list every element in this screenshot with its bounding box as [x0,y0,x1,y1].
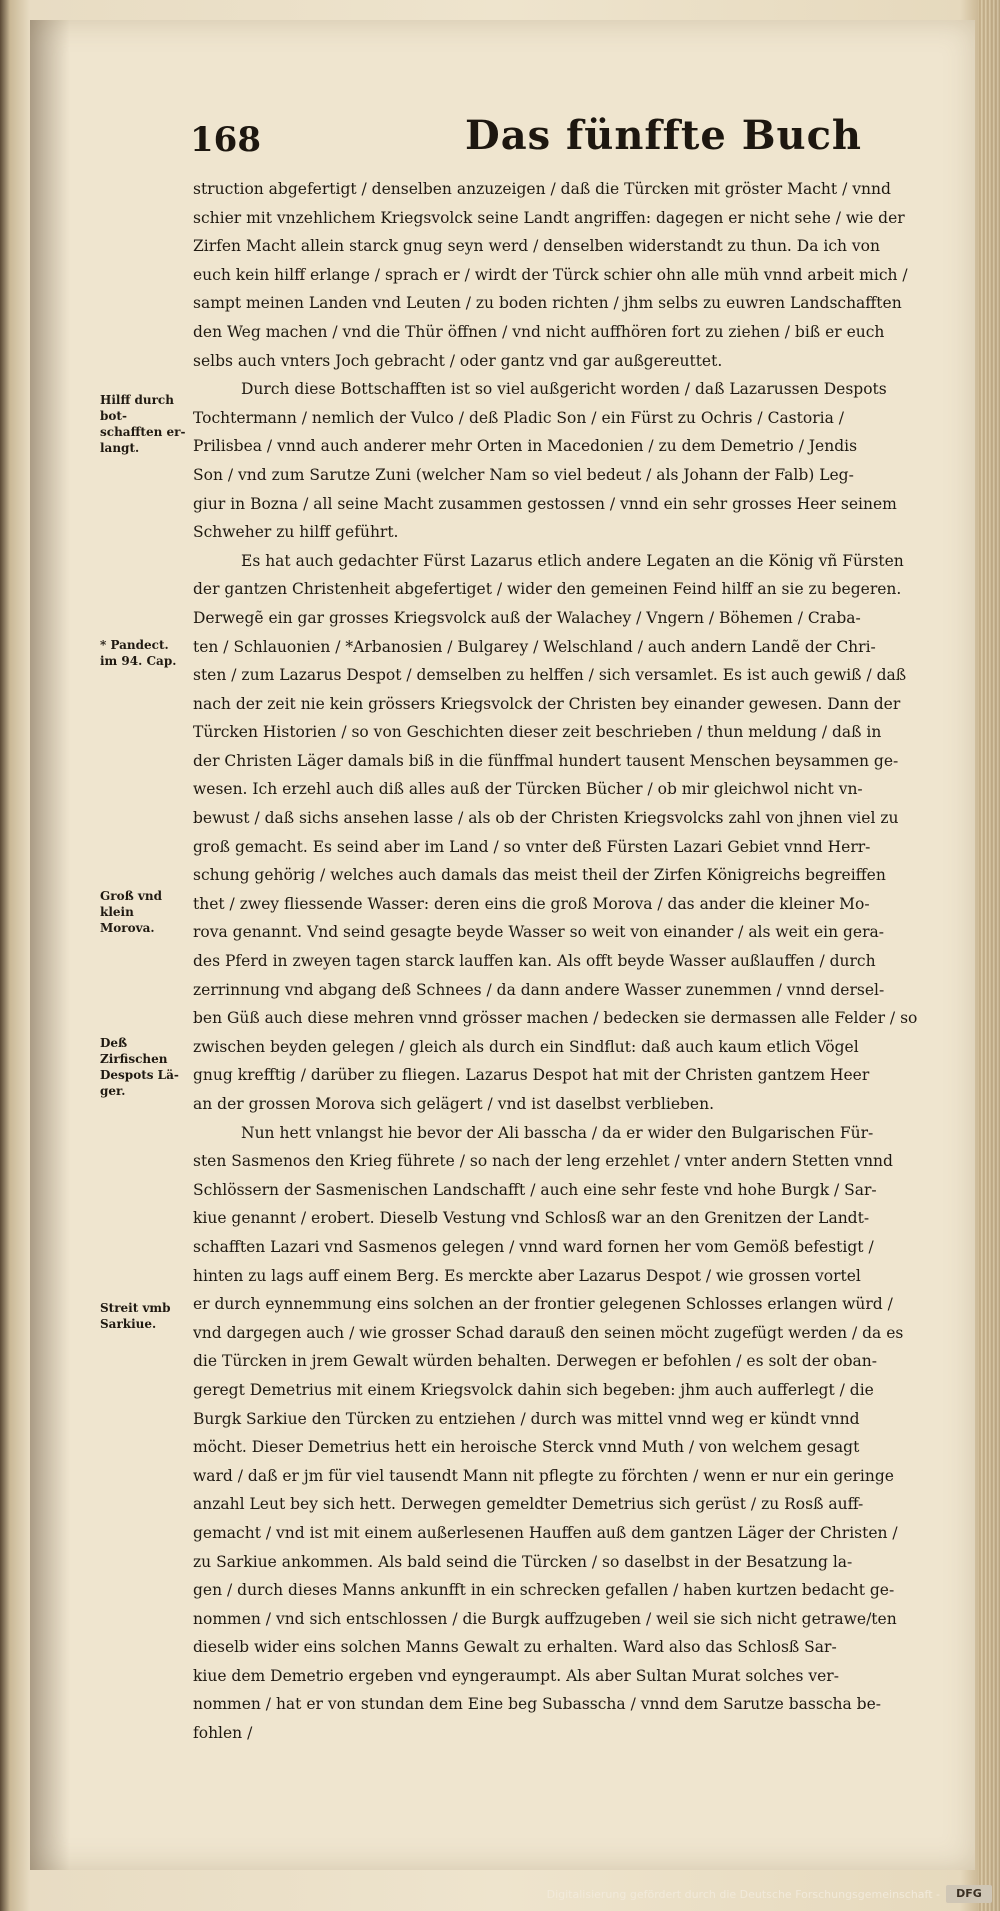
text-line: zwischen beyden gelegen / gleich als durch ein Sindflut: daß auch kaum etlich Vögel [193,1037,859,1056]
marginal-note: Deß Zirfischen Despots Lä- ger. [100,1036,179,1098]
text-line: thet / zwey fliessende Wasser: deren eins die groß Morova / das ander die kleiner Mo- [193,894,870,913]
text-line: zu Sarkiue ankommen. Als bald seind die Türcken / so daselbst in der Besatzung la- [193,1552,853,1571]
text-line: Schweher zu hilff geführt. [193,523,399,542]
text-line: an der grossen Morova sich gelägert / vnd ist daselbst verblieben. [193,1095,714,1113]
text-line: groß gemacht. Es seind aber im Land / so vnter deß Fürsten Lazari Gebiet vnnd Herr- [193,837,871,856]
text-line: schafften Lazari vnd Sasmenos gelegen / vnnd ward fornen her vom Gemöß befestigt / [193,1237,874,1256]
text-line: nommen / vnd sich entschlossen / die Burgk auffzugeben / weil sie sich nicht getrawe/ten [193,1609,897,1628]
text-line: euch kein hilff erlange / sprach er / wirdt der Türck schier ohn alle müh vnnd arbeit mich / [193,265,908,284]
body-text [193,175,948,1748]
text-line: kiue dem Demetrio ergeben vnd eyngeraumpt. Als aber Sultan Murat solches ver- [193,1666,839,1685]
text-line: wesen. Ich erzehl auch diß alles auß der Türcken Bücher / ob mir gleichwol nicht vn- [193,780,863,799]
marginal-note: Groß vnd klein Morova. [100,889,162,935]
text-line: anzahl Leut bey sich hett. Derwegen gemeldter Demetrius sich gerüst / zu Rosß auff- [193,1495,864,1514]
text-line: den Weg machen / vnd die Thür öffnen / vnd nicht auffhören fort zu ziehen / biß er euch [193,322,885,341]
text-line: ward / daß er jm für viel tausendt Mann nit pflegte zu förchten / wenn er nur ein geringe [193,1466,894,1485]
marginal-note: Streit vmb Sarkiue. [100,1301,171,1331]
text-line: Durch diese Bottschafften ist so viel außgericht worden / daß Lazarussen Despots [241,380,887,399]
text-line: Burgk Sarkiue den Türcken zu entziehen / durch was mittel vnnd weg er kündt vnnd [193,1409,860,1428]
text-line: giur in Bozna / all seine Macht zusammen gestossen / vnnd ein sehr grosses Heer seinem [193,494,897,513]
text-line: die Türcken in jrem Gewalt würden behalten. Derwegen er befohlen / es solt der oban- [193,1352,877,1371]
digitization-credit: Digitalisierung gefördert durch die Deutsche Forschungsgemeinschaft - [546,1888,940,1901]
text-line: hinten zu lags auff einem Berg. Es merckte aber Lazarus Despot / wie grossen vortel [193,1266,861,1285]
text-line: der Christen Läger damals biß in die fünffmal hundert tausent Menschen beysammen ge- [193,751,899,770]
marginal-note: * Pandect. im 94. Cap. [100,638,177,668]
text-line: vnd dargegen auch / wie grosser Schad darauß den seinen möcht zugefügt werden / da es [193,1323,904,1342]
text-line: sampt meinen Landen vnd Leuten / zu boden richten / jhm selbs zu euwren Landschafften [193,294,902,313]
text-line: gnug krefftig / darüber zu fliegen. Lazarus Despot hat mit der Christen gantzem Heer [193,1066,870,1085]
text-line: gemacht / vnd ist mit einem außerlesenen Hauffen auß dem gantzen Läger der Christen / [193,1523,898,1542]
text-line: Tochtermann / nemlich der Vulco / deß Pladic Son / ein Fürst zu Ochris / Castoria / [193,408,844,427]
text-line: zerrinnung vnd abgang deß Schnees / da dann andere Wasser zunemmen / vnnd dersel- [193,980,885,999]
marginal-note: Hilff durch bot- schafften er- langt. [100,393,186,455]
text-line: geregt Demetrius mit einem Kriegsvolck dahin sich begeben: jhm auch aufferlegt / die [193,1380,874,1399]
text-line: schier mit vnzehlichem Kriegsvolck seine Landt angriffen: dagegen er nicht sehe / wie der [193,208,905,227]
text-line: sten Sasmenos den Krieg führete / so nach der leng erzehlet / vnter andern Stetten vnnd [193,1152,893,1171]
text-line: Es hat auch gedachter Fürst Lazarus etlich andere Legaten an die König vñ Fürsten [241,551,904,570]
text-line: kiue genannt / erobert. Dieselb Vestung vnd Schlosß war an den Grenitzen der Landt- [193,1209,870,1228]
text-line: dieselb wider eins solchen Manns Gewalt zu erhalten. Ward also das Schlosß Sar- [193,1638,837,1657]
text-line: fohlen / [193,1724,253,1743]
text-line: ten / Schlauonien / *Arbanosien / Bulgarey / Welschland / auch andern Landẽ der Chri- [193,637,876,656]
text-line: Derwegẽ ein gar grosses Kriegsvolck auß der Walachey / Vngern / Böhemen / Craba- [193,608,861,627]
text-line: möcht. Dieser Demetrius hett ein heroische Sterck vnnd Muth / von welchem gesagt [193,1438,860,1457]
text-line: nommen / hat er von stundan dem Eine beg Subasscha / vnnd dem Sarutze basscha be- [193,1695,881,1714]
page-fore-edge [978,0,1000,1911]
text-line: nach der zeit nie kein grössers Kriegsvolck der Christen bey einander gewesen. Dann der [193,694,901,713]
text-line: Schlössern der Sasmenischen Landschafft / auch eine sehr feste vnd hohe Burgk / Sar- [193,1180,877,1199]
text-line: Türcken Historien / so von Geschichten dieser zeit beschrieben / thun meldung / daß in [193,723,882,742]
text-line: struction abgefertigt / denselben anzuzeigen / daß die Türcken mit gröster Macht / vnnd [193,180,891,198]
text-line: sten / zum Lazarus Despot / demselben zu helffen / sich versamlet. Es ist auch gewiß / daß [193,666,907,685]
text-line: des Pferd in zweyen tagen starck lauffen kan. Als offt beyde Wasser außlauffen / durch [193,952,876,971]
text-line: Zirfen Macht allein starck gnug seyn werd / denselben widerstandt zu thun. Da ich von [193,237,880,256]
text-line: gen / durch dieses Manns ankunfft in ein schrecken gefallen / haben kurtzen bedacht ge- [193,1581,895,1600]
text-line: bewust / daß sichs ansehen lasse / als ob der Christen Kriegsvolcks zahl von jhnen viel zu [193,809,899,828]
gutter-shadow [30,20,70,1870]
text-line: Son / vnd zum Sarutze Zuni (welcher Nam so viel bedeut / als Johann der Falb) Leg- [193,465,854,484]
text-line: ben Güß auch diese mehren vnnd grösser machen / bedecken sie dermassen alle Felder / so [193,1009,918,1028]
text-line: schung gehörig / welches auch damals das meist theil der Zirfen Königreichs begreiffen [193,866,886,885]
text-line: er durch eynnemmung eins solchen an der frontier gelegenen Schlosses erlangen würd / [193,1295,893,1314]
text-line: Nun hett vnlangst hie bevor der Ali basscha / da er wider den Bulgarischen Für- [241,1123,874,1142]
text-line: selbs auch vnters Joch gebracht / oder gantz vnd gar außgereuttet. [193,351,723,370]
text-line: rova genannt. Vnd seind gesagte beyde Wasser so weit von einander / als weit ein gera- [193,923,884,942]
text-line: Prilisbea / vnnd auch anderer mehr Orten in Macedonien / zu dem Demetrio / Jendis [193,437,858,456]
page-number: 168 [190,120,261,160]
dfg-logo: DFG [946,1885,992,1903]
text-line: der gantzen Christenheit abgefertiget / wider den gemeinen Feind hilff an sie zu begeren. [193,580,902,599]
running-head: Das fünffte Buch [465,112,863,159]
